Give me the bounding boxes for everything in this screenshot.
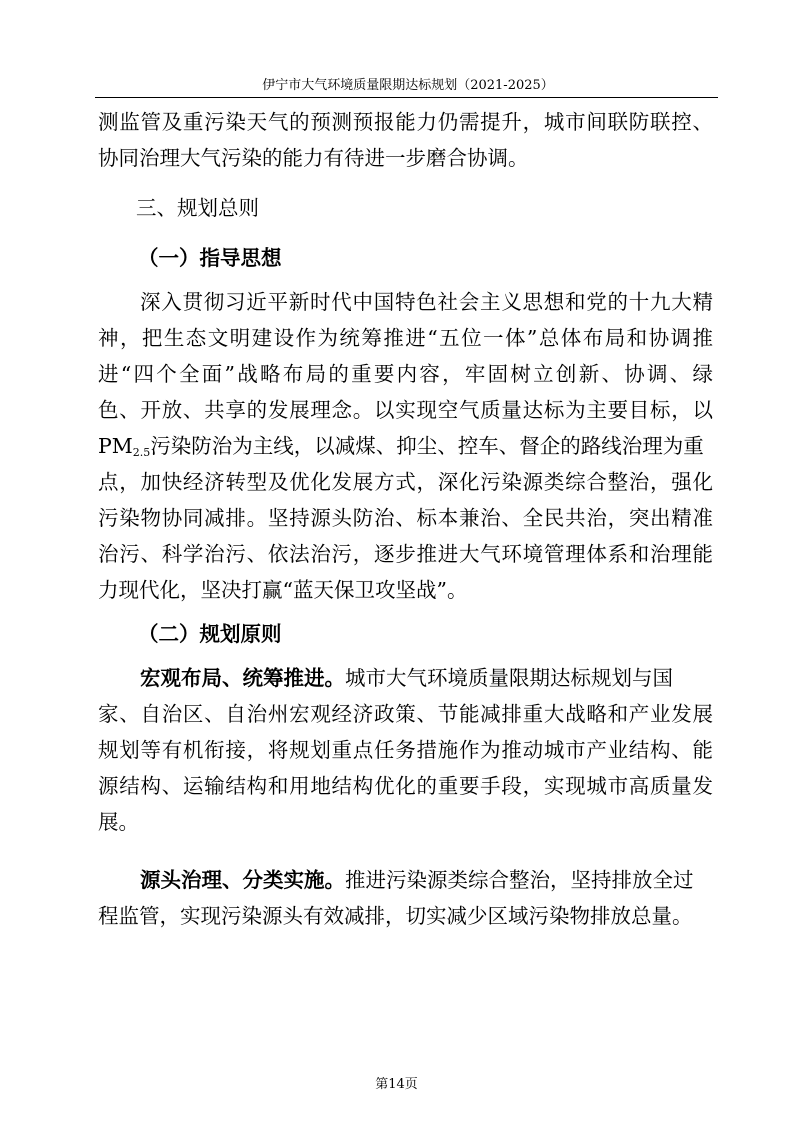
paragraph-line: 点，加快经济转型及优化发展方式，深化污染源类综合整治，强化: [98, 470, 713, 494]
subsection-heading: （一）指导思想: [138, 246, 282, 270]
subsection-heading: （二）规划原则: [138, 622, 282, 646]
paragraph-line: 协同治理大气污染的能力有待进一步磨合协调。: [98, 146, 529, 170]
paragraph-line: 进“四个全面”战略布局的重要内容，牢固树立创新、协调、绿: [98, 362, 713, 386]
page-number: 第14页: [375, 1077, 418, 1092]
paragraph-line: 深入贯彻习近平新时代中国特色社会主义思想和党的十九大精: [140, 290, 713, 314]
paragraph-line: 规划等有机衔接，将规划重点任务措施作为推动城市产业结构、能: [98, 738, 713, 762]
paragraph-line: 源结构、运输结构和用地结构优化的重要手段，实现城市高质量发: [98, 774, 713, 798]
pm-line-text: 污染防治为主线，以减煤、抑尘、控车、督企的路线治理为重: [150, 434, 704, 458]
header-rule: [95, 97, 718, 98]
principle-title: 源头治理、分类实施。: [140, 868, 345, 892]
paragraph-line: 家、自治区、自治州宏观经济政策、节能减排重大战略和产业发展: [98, 702, 713, 726]
paragraph-line: 测监管及重污染天气的预测预报能力仍需提升，城市间联防联控、: [98, 110, 713, 134]
pm-symbol: PM: [98, 434, 133, 458]
paragraph-line: 力现代化，坚决打赢“蓝天保卫攻坚战”。: [98, 578, 468, 602]
paragraph-line: 展。: [98, 810, 139, 834]
paragraph-line: [140, 660, 713, 696]
paragraph-line: 色、开放、共享的发展理念。以实现空气质量达标为主要目标，以: [98, 398, 713, 422]
paragraph-line-pm: [98, 428, 713, 464]
paragraph-line: [140, 862, 713, 898]
section-heading: 三、规划总则: [136, 196, 259, 220]
running-header: 伊宁市大气环境质量限期达标规划（2021-2025）: [262, 78, 554, 93]
principle-text: 城市大气环境质量限期达标规划与国: [345, 666, 673, 690]
principle-text: 推进污染源类综合整治，坚持排放全过: [345, 868, 694, 892]
pm-subscript: 2.5: [132, 446, 151, 459]
paragraph-line: 治污、科学治污、依法治污，逐步推进大气环境管理体系和治理能: [98, 542, 713, 566]
paragraph-line: 神，把生态文明建设作为统筹推进“五位一体”总体布局和协调推: [98, 326, 713, 350]
paragraph-line: 污染物协同减排。坚持源头防治、标本兼治、全民共治，突出精准: [98, 506, 713, 530]
paragraph-line: 程监管，实现污染源头有效减排，切实减少区域污染物排放总量。: [98, 904, 693, 928]
principle-title: 宏观布局、统筹推进。: [140, 666, 345, 690]
page-body: [98, 104, 713, 934]
